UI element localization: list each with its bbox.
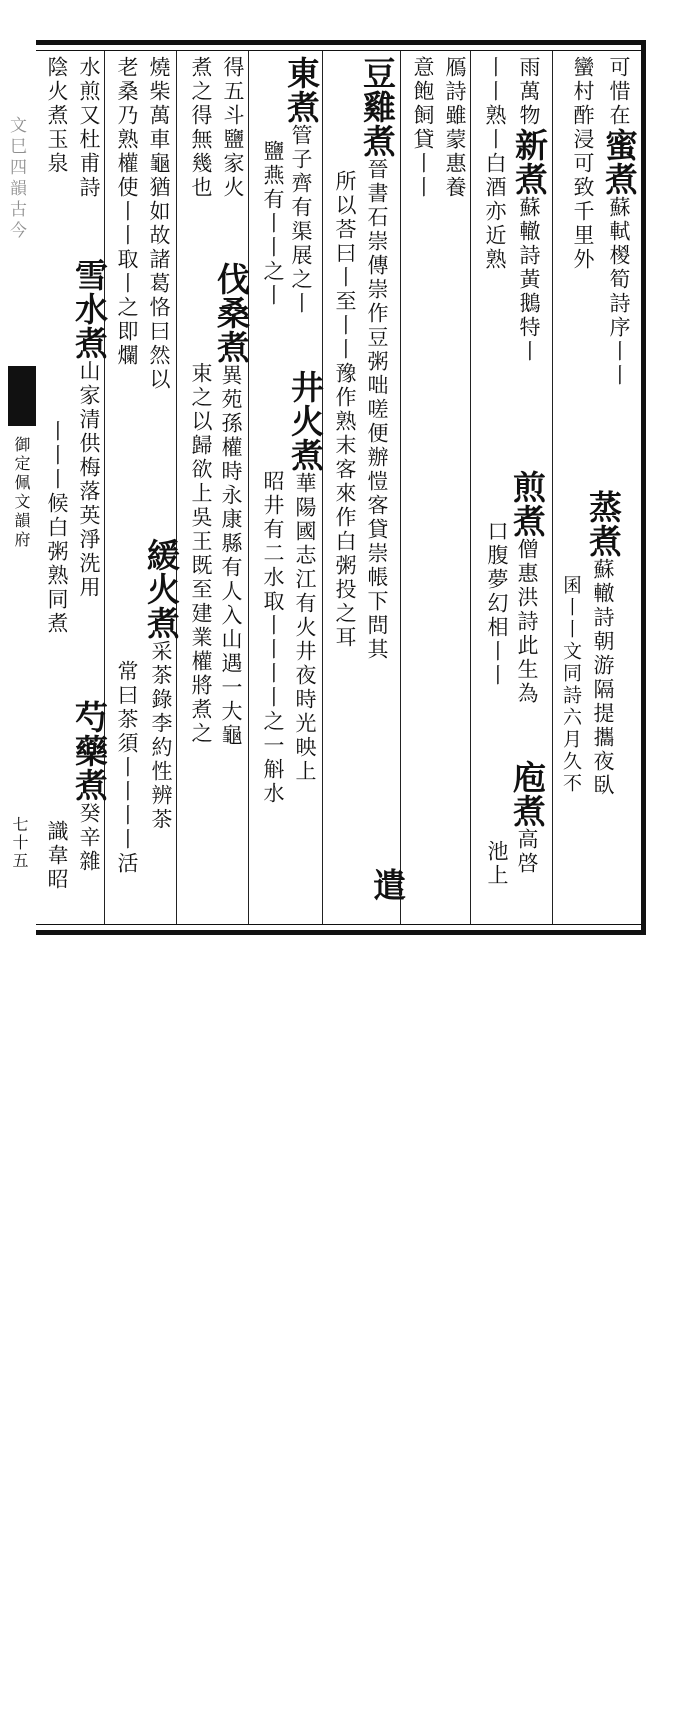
text-column: 蒸煮蘇轍詩朝游隔提攜夜臥 — [584, 490, 623, 798]
text-column: 雪水煮山家清供梅落英淨洗用 — [70, 258, 109, 600]
column-rule — [322, 51, 323, 924]
gutter-page-number: 七十五 — [10, 816, 29, 870]
text-column: 所以荅曰丨至丨丨豫作熟末客來作白粥投之耳 — [333, 170, 357, 650]
text-column: 池上 — [485, 840, 509, 888]
text-column: 水煎又杜甫詩 — [77, 56, 101, 200]
frame-top-border — [36, 40, 646, 45]
gutter-book-title: 御定佩文韻府 — [12, 436, 31, 550]
text-column: 口腹夢幻相丨丨 — [485, 520, 509, 688]
text-column: 鴈詩雖蒙惠養 — [443, 56, 467, 200]
text-column: 鹽燕有丨丨之丨 — [261, 140, 285, 308]
column-rule — [176, 51, 177, 924]
text-column: 得五斗鹽家火 — [221, 56, 245, 200]
text-column: 常曰茶須丨丨丨丨活 — [115, 660, 139, 876]
text-column: 意飽飼貸丨丨 — [411, 56, 435, 200]
text-column: 丨丨丨候白粥熟同煮 — [45, 420, 69, 636]
frame-right-border — [641, 40, 646, 935]
text-column: 雨萬物新煮蘇轍詩黃鵝特丨 — [510, 56, 549, 364]
text-column: 煮之得無幾也 — [189, 56, 213, 200]
text-column: 東煮管子齊有渠展之丨 — [282, 56, 321, 316]
gutter-edge-text: 文巳四韻古今 — [6, 116, 26, 242]
text-column: 蠻村酢浸可致千里外 — [571, 56, 595, 272]
text-column: 煎煮僧惠洪詩此生為 — [508, 470, 547, 706]
text-column: 井火煮華陽國志江有火井夜時光映上 — [286, 370, 325, 784]
text-column: 緩火煮采茶錄李約性辨茶 — [142, 538, 181, 832]
text-column: 識韋昭 — [45, 820, 69, 892]
text-column: 遣 — [368, 868, 407, 902]
column-rule — [248, 51, 249, 924]
column-rule — [470, 51, 471, 924]
text-column: 可惜在蜜煮蘇軾椶筍詩序丨丨 — [600, 56, 639, 388]
column-rule — [400, 51, 401, 924]
frame-top-inner-border — [36, 50, 646, 51]
text-column: 囷丨丨文同詩六月久不 — [560, 575, 582, 795]
page-gutter — [0, 56, 34, 922]
text-column: 丨丨熟丨白酒亦近熟 — [483, 56, 507, 272]
text-column: 伐桑煮異苑孫權時永康縣有人入山遇一大龜 — [212, 262, 251, 748]
text-column: 老桑乃熟權使丨丨取丨之即爛 — [115, 56, 139, 368]
text-column: 昭井有二水取丨丨丨丨之一斛水 — [261, 470, 285, 806]
column-rule — [552, 51, 553, 924]
text-column: 陰火煮玉泉 — [45, 56, 69, 176]
text-column: 束之以歸欲上吳王既至建業權將煮之 — [189, 362, 213, 746]
text-column: 芍藥煮癸辛雜 — [70, 700, 109, 874]
gutter-fish-tail-mark — [8, 366, 36, 426]
text-column: 豆雞煮晉書石崇傳崇作豆粥咄嗟便辦愷客貸崇帳下問其 — [358, 56, 397, 662]
text-column: 燒柴萬車龜猶如故諸葛恪曰然以 — [147, 56, 171, 392]
text-column: 庖煮高啓 — [508, 760, 547, 876]
